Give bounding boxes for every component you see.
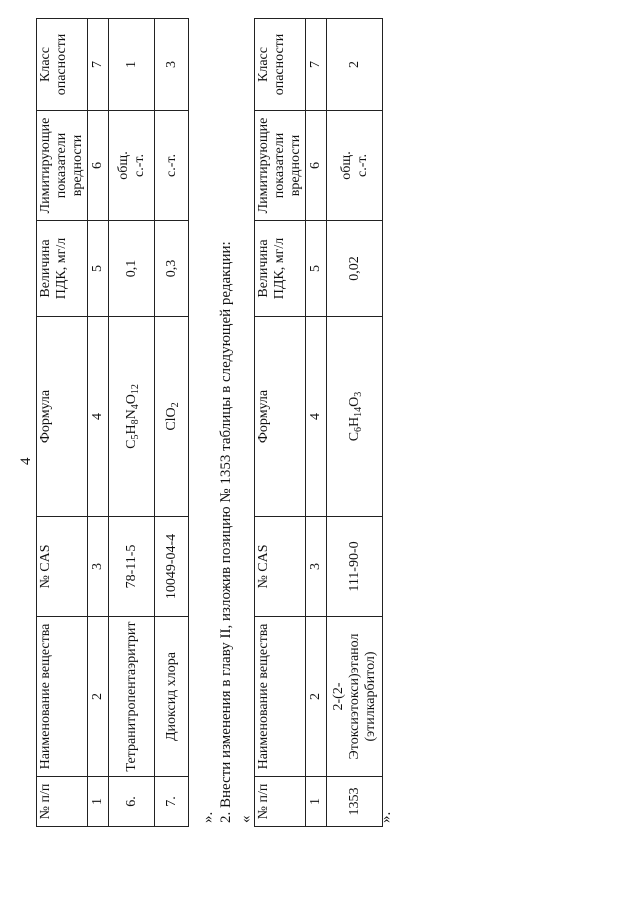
col-number: 4	[88, 317, 109, 517]
header-row	[37, 19, 88, 827]
col-number: 6	[88, 111, 109, 221]
row-limit: с.-т.	[155, 111, 189, 221]
row-cas: 10049-04-4	[155, 517, 189, 617]
header-cas: № CAS	[255, 517, 306, 617]
header-limit: Лимитирующие показатели вредности	[37, 111, 88, 221]
table-row	[327, 19, 383, 827]
opening-quote: «	[238, 815, 254, 823]
col-number: 7	[88, 19, 109, 111]
header-limit: Лимитирующие показатели вредности	[255, 111, 306, 221]
row-cas: 111-90-0	[327, 517, 383, 617]
row-num: 6.	[109, 777, 155, 827]
col-number: 2	[88, 617, 109, 777]
row-class: 2	[327, 19, 383, 111]
header-class: Класс опасности	[37, 19, 88, 111]
row-limit: общ. с.-т.	[109, 111, 155, 221]
row-pdk: 0,02	[327, 221, 383, 317]
col-number: 5	[88, 221, 109, 317]
row-num: 7.	[155, 777, 189, 827]
header-formula: Формула	[255, 317, 306, 517]
row-name: 2-(2-Этоксиэтокси)этанол (этилкарбитол)	[327, 617, 383, 777]
page-number: 4	[18, 457, 34, 465]
row-name: Диоксид хлора	[155, 617, 189, 777]
substances-table-2	[254, 18, 383, 827]
closing-quote: ».	[378, 811, 394, 823]
header-class: Класс опасности	[255, 19, 306, 111]
row-formula: $C_6H_{14}O_3$	[327, 317, 383, 517]
instruction-text: 2. Внести изменения в главу II, изложив позицию № 1353 таблицы в следующей редакции:	[218, 241, 234, 823]
row-name: Тетранитропентаэритрит	[109, 617, 155, 777]
row-cas: 78-11-5	[109, 517, 155, 617]
header-formula: Формула	[37, 317, 88, 517]
substances-table-1	[36, 18, 189, 827]
col-number: 1	[306, 777, 327, 827]
header-num: № п/п	[255, 777, 306, 827]
col-number: 6	[306, 111, 327, 221]
column-number-row	[88, 19, 109, 827]
row-formula: $C_5H_8N_4O_{12}$	[109, 317, 155, 517]
col-number: 2	[306, 617, 327, 777]
table-row	[109, 19, 155, 827]
col-number: 1	[88, 777, 109, 827]
row-limit: общ. с.-т.	[327, 111, 383, 221]
header-cas: № CAS	[37, 517, 88, 617]
column-number-row	[306, 19, 327, 827]
row-class: 1	[109, 19, 155, 111]
header-row	[255, 19, 306, 827]
table-row	[155, 19, 189, 827]
row-pdk: 0,1	[109, 221, 155, 317]
header-name: Наименование вещества	[255, 617, 306, 777]
header-pdk: Величина ПДК, мг/л	[255, 221, 306, 317]
col-number: 4	[306, 317, 327, 517]
col-number: 3	[306, 517, 327, 617]
row-class: 3	[155, 19, 189, 111]
header-num: № п/п	[37, 777, 88, 827]
col-number: 7	[306, 19, 327, 111]
col-number: 5	[306, 221, 327, 317]
row-formula: ClO$_2$	[155, 317, 189, 517]
row-pdk: 0,3	[155, 221, 189, 317]
closing-quote: ».	[200, 811, 216, 823]
header-pdk: Величина ПДК, мг/л	[37, 221, 88, 317]
col-number: 3	[88, 517, 109, 617]
header-name: Наименование вещества	[37, 617, 88, 777]
row-num: 1353	[327, 777, 383, 827]
